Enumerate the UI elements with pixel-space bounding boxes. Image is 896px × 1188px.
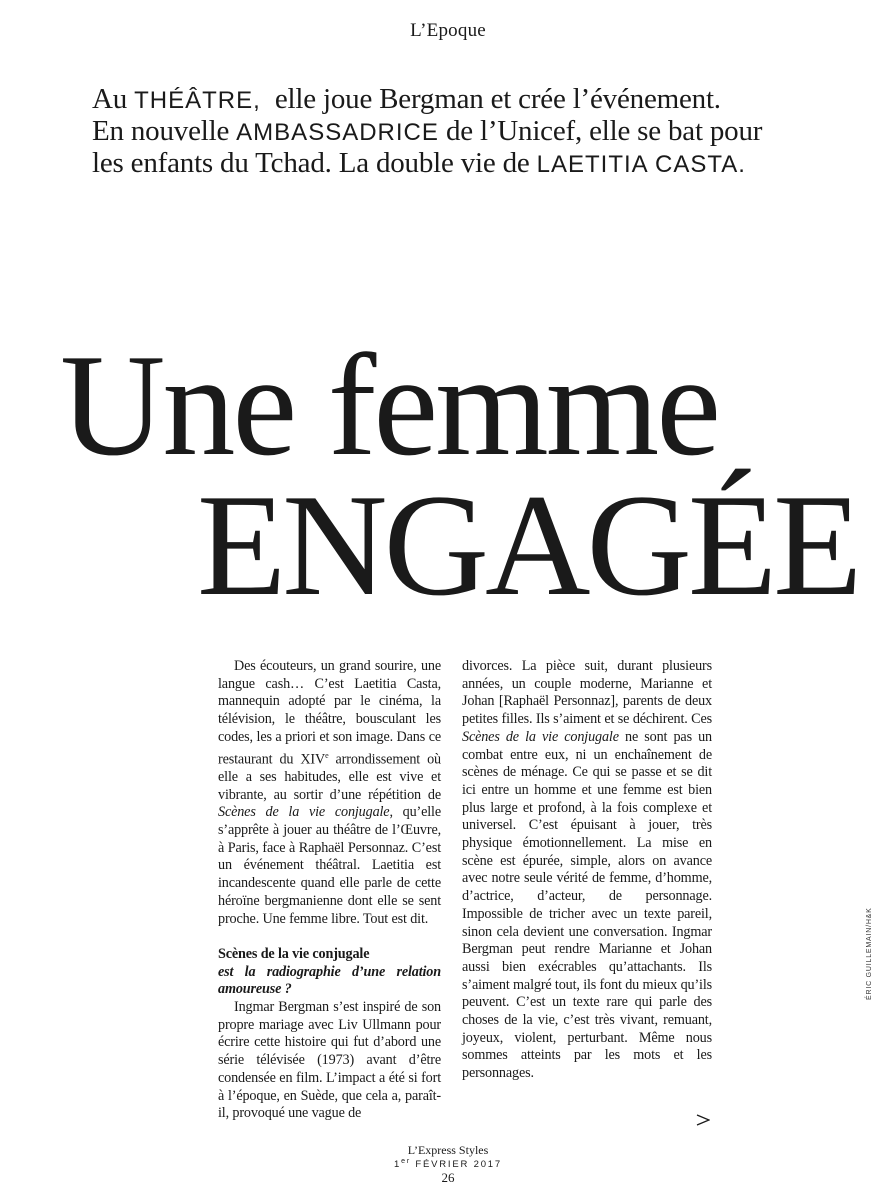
standfirst-text: les enfants du Tchad. La double vie de (92, 147, 537, 179)
italic-title: Scènes de la vie conjugale (218, 804, 390, 821)
question-text: Scènes de la vie conjugale (218, 945, 370, 962)
article-paragraph (462, 658, 712, 1083)
article-paragraph (218, 658, 441, 928)
standfirst-line-1 (92, 84, 852, 116)
body-text: , qu’elle s’apprête à jouer au théâtre de l’Œuvre, à Paris, face à Raphaël Personnaz. C’est un événement théâtral. Laetitia est incandescente quand elle parle de cette héroïne bergmanienne dont elle se sent proche. Une femme libre. Tout est dit. (218, 804, 441, 927)
arrow-right-icon (696, 1114, 710, 1126)
photo-credit: ÉRIC GUILLEMAIN/H&K (866, 907, 873, 1000)
footer-publication: L’Express Styles (407, 1143, 489, 1157)
article-column-2 (462, 658, 712, 1083)
section-label: L’Epoque (410, 20, 486, 41)
date-ordinal: er (401, 1158, 411, 1165)
standfirst-line-3 (92, 148, 852, 180)
standfirst-text: de l’Unicef, elle se bat pour (438, 115, 763, 147)
date-day: 1 (394, 1159, 402, 1171)
page-number: 26 (441, 1170, 455, 1185)
article-paragraph: Ingmar Bergman s’est inspiré de son propre mariage avec Liv Ullmann pour écrire cette histoire qui fut d’abord une série télévisée (1973) avant d’être condensée en film. L’impact a été si fort à l’époque, en Suède, que cela a, paraît-il, provoqué une vague de (218, 999, 441, 1122)
headline-line-1: Une femme (60, 324, 719, 486)
italic-title: Scènes de la vie conjugale (462, 728, 619, 745)
standfirst-text: Au (92, 83, 135, 115)
interview-question (218, 946, 441, 999)
standfirst (92, 84, 852, 180)
footer-date (0, 1158, 896, 1170)
date-month-year: FÉVRIER 2017 (410, 1159, 502, 1171)
headline-line-2: ENGAGÉE (197, 464, 859, 626)
article-column-1 (218, 658, 441, 1123)
body-text: divorces. La pièce suit, durant plusieurs années, un couple moderne, Marianne et Johan [Raphaël Personnaz], parents de deux petites filles. Ils s’aiment et se déchirent. Ces (462, 658, 712, 728)
standfirst-line-2 (92, 116, 852, 148)
standfirst-caps: AMBASSADRICE (236, 119, 439, 146)
superscript: e (325, 750, 329, 760)
body-text: arrondissement où elle a ses habitudes, elle est vive et vibrante, au sortir d’une répétition de (218, 751, 441, 803)
standfirst-caps: LAETITIA CASTA. (536, 151, 746, 178)
standfirst-text: elle joue Bergman et crée l’événement. (260, 83, 721, 115)
body-text: Des écouteurs, un grand sourire, une langue cash… C’est Laetitia Casta, mannequin adopté par le cinéma, la télévision, le théâtre, bousculant les codes, les a priori et son image. Dans ce restaurant du XIV (218, 658, 441, 768)
question-text-italic: est la radiographie d’une relation amoureuse ? (218, 963, 441, 998)
body-text: ne sont pas un combat entre eux, ni un enchaînement de scènes de ménage. Ce qui se passe et se dit ici entre un homme et une femme est bien plus large et profond, à la fois complexe et universel. C’est épuisant à jouer, très physique émotionnellement. La mise en scène est épurée, simple, alors on avance avec notre seule vérité de femme, d’homme, d’actrice, d’acteur, de personnage. Impossible de tricher avec un texte pareil, sinon cela devient une conversation. Ingmar Bergman peut rendre Marianne et Johan aussi bien exécrables qu’attachants. Ils s’aiment malgré tout, ils font du mieux qu’ils peuvent. C’est un texte rare qui parle des choses de la vie, c’est très vivant, remuant, joyeux, violent, perturbant. Même nous sommes atteints par les mots et les personnages. (462, 728, 713, 1082)
standfirst-text: En nouvelle (92, 115, 237, 147)
standfirst-caps: THÉÂTRE, (134, 87, 261, 114)
